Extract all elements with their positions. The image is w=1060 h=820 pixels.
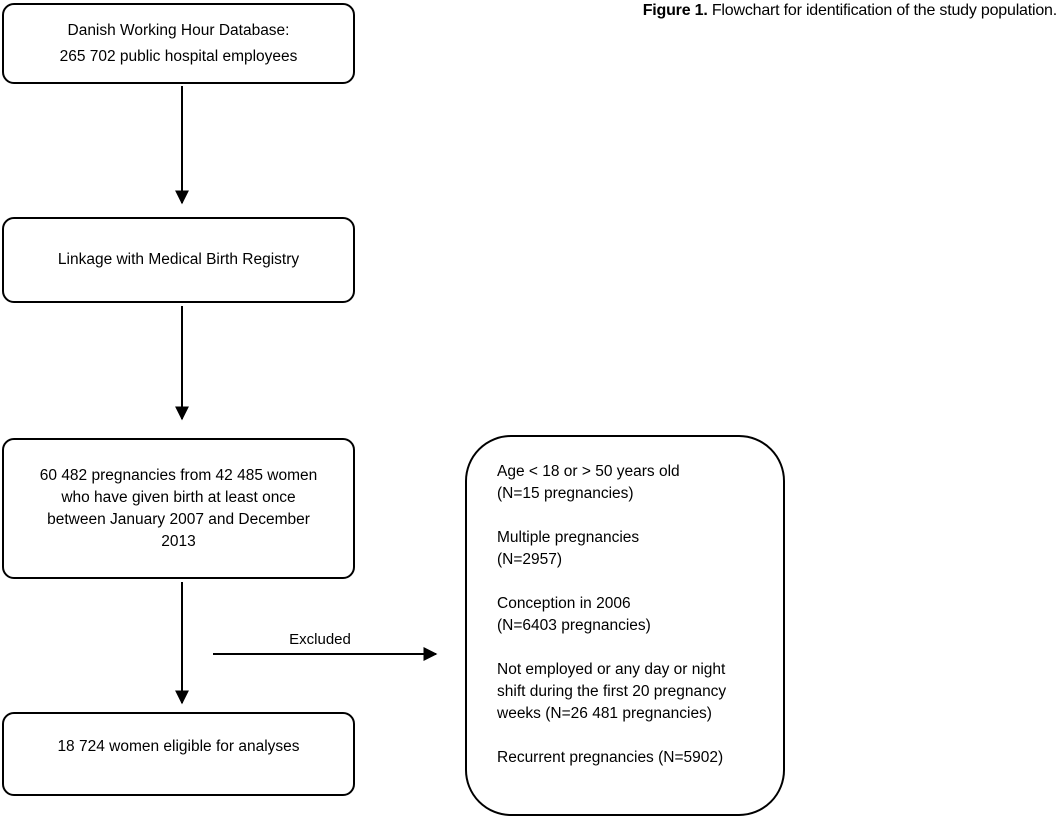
exclusion-item-age <box>497 461 680 505</box>
flow-box-pregnancies <box>2 438 355 579</box>
exclusion-item-line: Recurrent pregnancies (N=5902) <box>497 749 724 766</box>
exclusion-item-line: shift during the first 20 pregnancy <box>497 683 727 700</box>
exclusion-item-line: Age < 18 or > 50 years old <box>497 463 680 480</box>
flow-box-database-line: 265 702 public hospital employees <box>59 47 298 65</box>
flow-box-linkage <box>2 217 355 303</box>
flow-box-pregnancies-line: 2013 <box>161 532 196 550</box>
flow-box-linkage-line: Linkage with Medical Birth Registry <box>57 251 300 268</box>
figure-caption-label: Figure 1. <box>642 2 708 19</box>
exclusion-item-multiple <box>497 527 639 571</box>
excluded-label: Excluded <box>289 631 351 648</box>
exclusion-item-not-employed <box>497 659 726 725</box>
exclusion-item-line: (N=2957) <box>497 551 563 568</box>
exclusion-item-line: Multiple pregnancies <box>497 529 640 546</box>
exclusion-criteria-box <box>465 435 785 816</box>
flow-box-eligible <box>2 712 355 796</box>
figure-caption-text: Flowchart for identification of the study population. <box>707 2 1057 19</box>
flow-box-pregnancies-line: 60 482 pregnancies from 42 485 women <box>39 466 318 484</box>
flow-box-database-line: Danish Working Hour Database: <box>67 21 290 39</box>
exclusion-item-line: Not employed or any day or night <box>497 661 726 678</box>
flow-box-eligible-line: 18 724 women eligible for analyses <box>57 738 300 755</box>
exclusion-item-line: (N=6403 pregnancies) <box>497 617 651 634</box>
exclusion-item-line: weeks (N=26 481 pregnancies) <box>497 705 712 722</box>
exclusion-item-conception <box>497 593 651 637</box>
exclusion-item-line: (N=15 pregnancies) <box>497 485 634 502</box>
flow-box-database <box>2 3 355 84</box>
exclusion-item-line: Conception in 2006 <box>497 595 631 612</box>
exclusion-item-recurrent <box>497 747 723 769</box>
flow-box-pregnancies-line: between January 2007 and December <box>47 510 310 528</box>
flow-box-pregnancies-line: who have given birth at least once <box>61 488 296 506</box>
